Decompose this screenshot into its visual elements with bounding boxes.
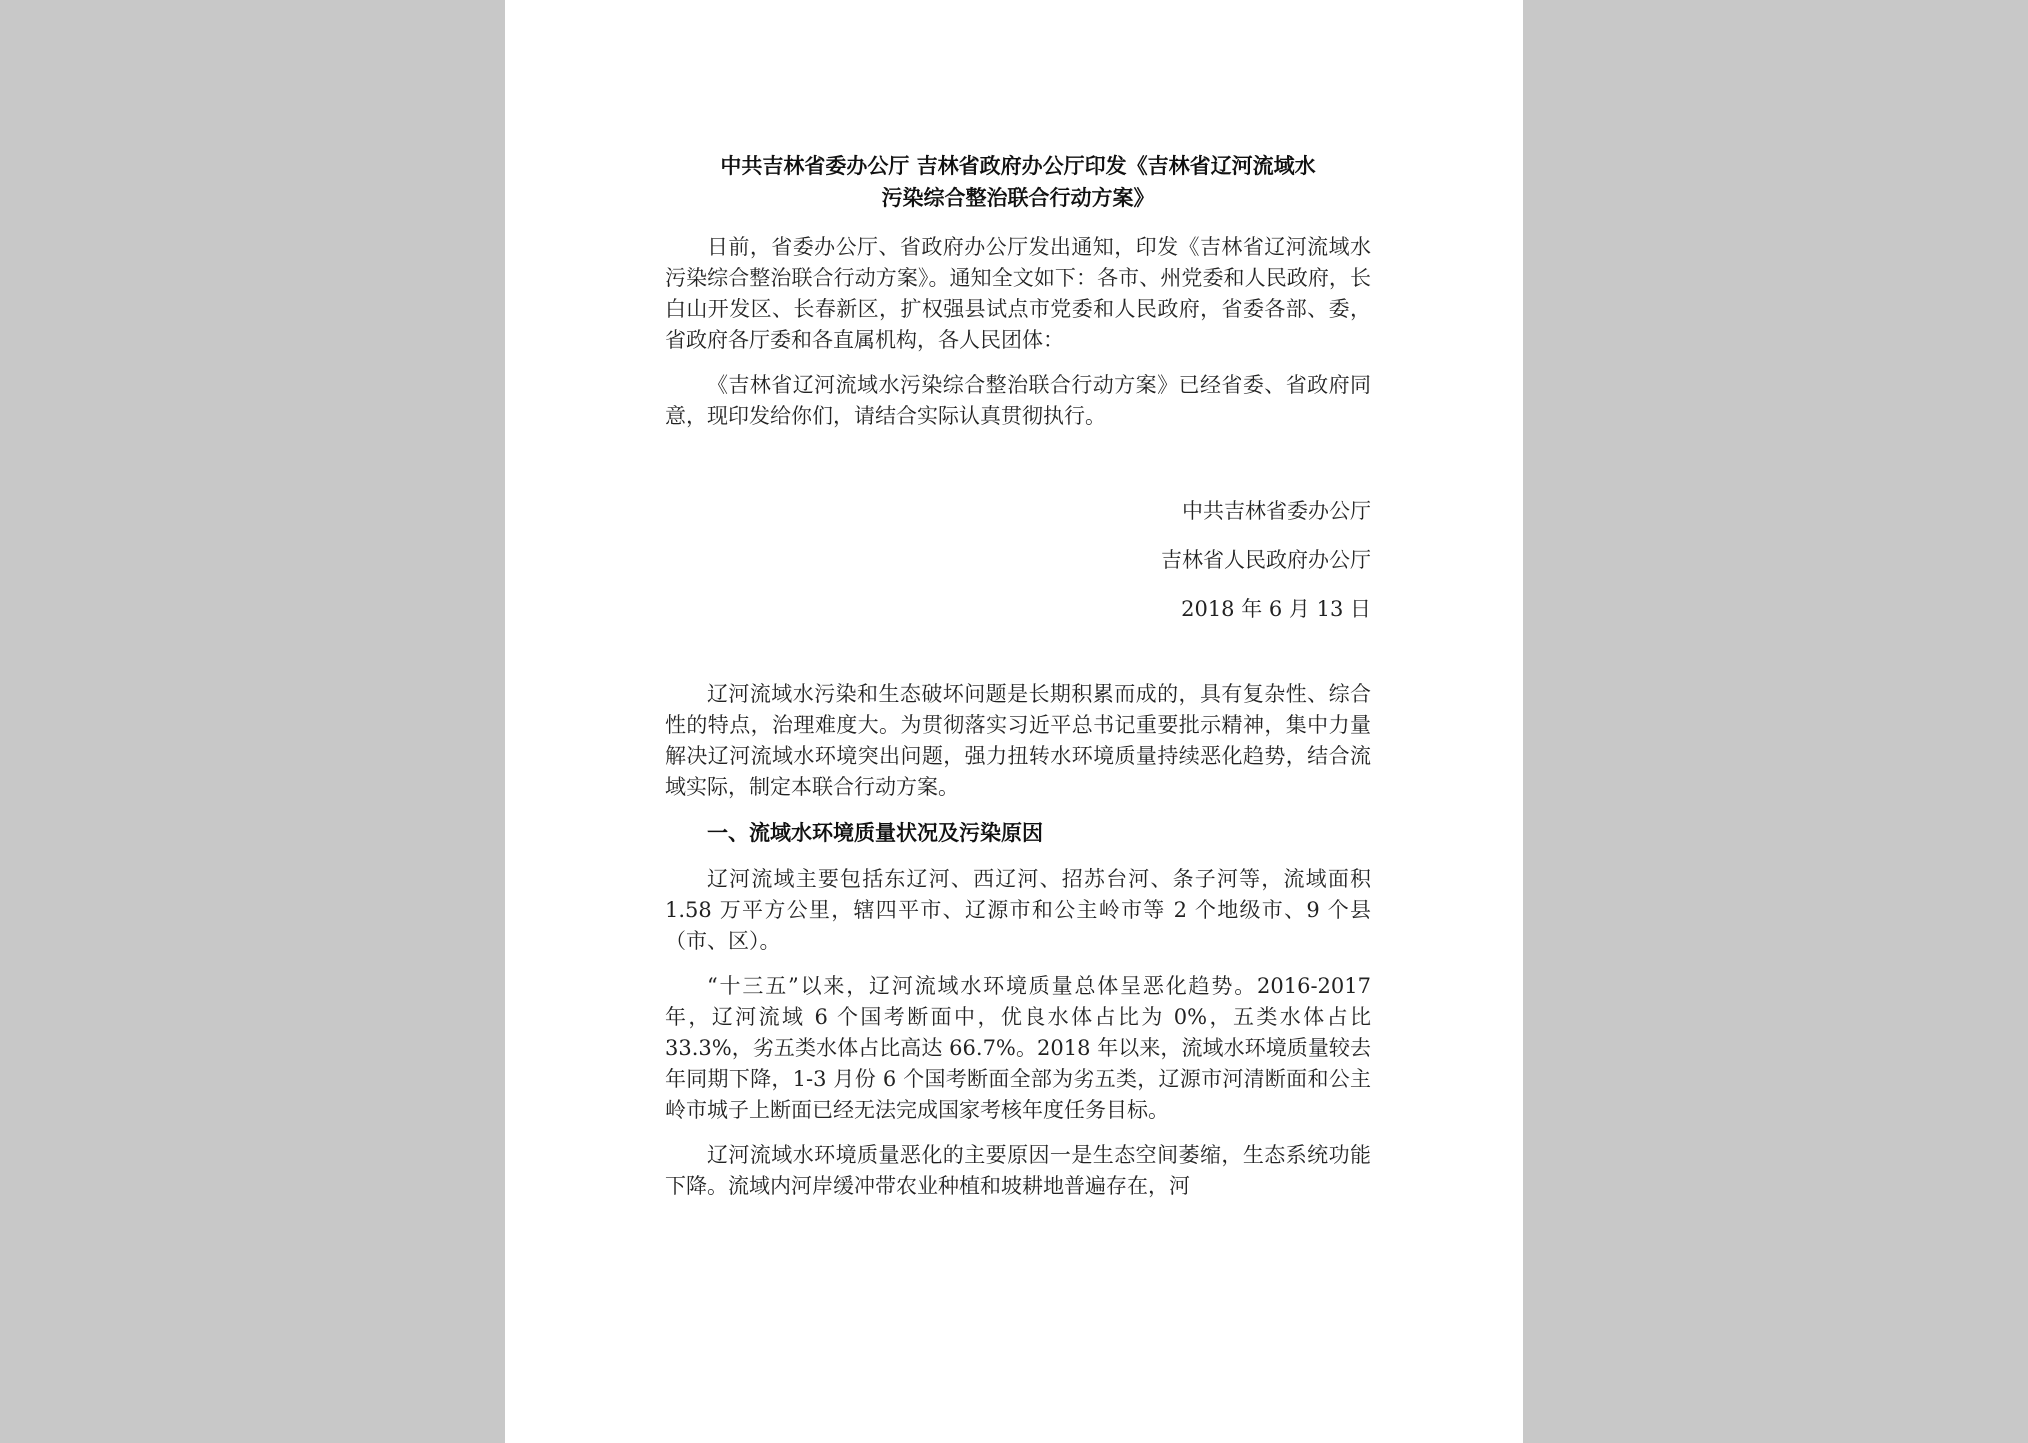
section1-paragraph-1: 辽河流域主要包括东辽河、西辽河、招苏台河、条子河等，流域面积 1.58 万平方公里，辖四平市、辽源市和公主岭市等 2 个地级市、9 个县（市、区）。	[665, 867, 1371, 953]
signature-date: 2018 年 6 月 13 日	[1181, 597, 1371, 621]
document-content	[665, 150, 1371, 1216]
signature-org-2: 吉林省人民政府办公厅	[1161, 548, 1371, 572]
title-line-1: 中共吉林省委办公厅 吉林省政府办公厅印发《吉林省辽河流域水	[720, 153, 1316, 178]
document-title	[665, 150, 1371, 214]
section1-paragraph-3: 辽河流域水环境质量恶化的主要原因一是生态空间萎缩，生态系统功能下降。流域内河岸缓冲带农业种植和坡耕地普遍存在，河	[665, 1143, 1371, 1198]
signature-org-1: 中共吉林省委办公厅	[1182, 499, 1371, 523]
title-line-2: 污染综合整治联合行动方案》	[881, 185, 1155, 210]
document-page	[505, 0, 1523, 1443]
intro-paragraph-1: 日前，省委办公厅、省政府办公厅发出通知，印发《吉林省辽河流域水污染综合整治联合行动方案》。通知全文如下：各市、州党委和人民政府，长白山开发区、长春新区，扩权强县试点市党委和人民政府，省委各部、委，省政府各厅委和各直属机构，各人民团体：	[665, 235, 1371, 352]
body-lead-paragraph: 辽河流域水污染和生态破坏问题是长期积累而成的，具有复杂性、综合性的特点，治理难度大。为贯彻落实习近平总书记重要批示精神，集中力量解决辽河流域水环境突出问题，强力扭转水环境质量持续恶化趋势，结合流域实际，制定本联合行动方案。	[665, 682, 1371, 799]
intro-paragraph-2: 《吉林省辽河流域水污染综合整治联合行动方案》已经省委、省政府同意，现印发给你们，请结合实际认真贯彻执行。	[665, 373, 1371, 428]
section-heading-1: 一、流域水环境质量状况及污染原因	[707, 820, 1043, 845]
signature-block	[665, 496, 1371, 625]
section1-paragraph-2: “十三五”以来，辽河流域水环境质量总体呈恶化趋势。2016-2017 年，辽河流域 6 个国考断面中，优良水体占比为 0%，五类水体占比 33.3%，劣五类水体占比高达 66.7%。2018 年以来，流域水环境质量较去年同期下降，1-3 月份 6 个国考断面全部为劣五类，辽源市河清断面和公主岭市城子上断面已经无法完成国家考核年度任务目标。	[665, 974, 1371, 1122]
plan-body	[665, 679, 1371, 1202]
